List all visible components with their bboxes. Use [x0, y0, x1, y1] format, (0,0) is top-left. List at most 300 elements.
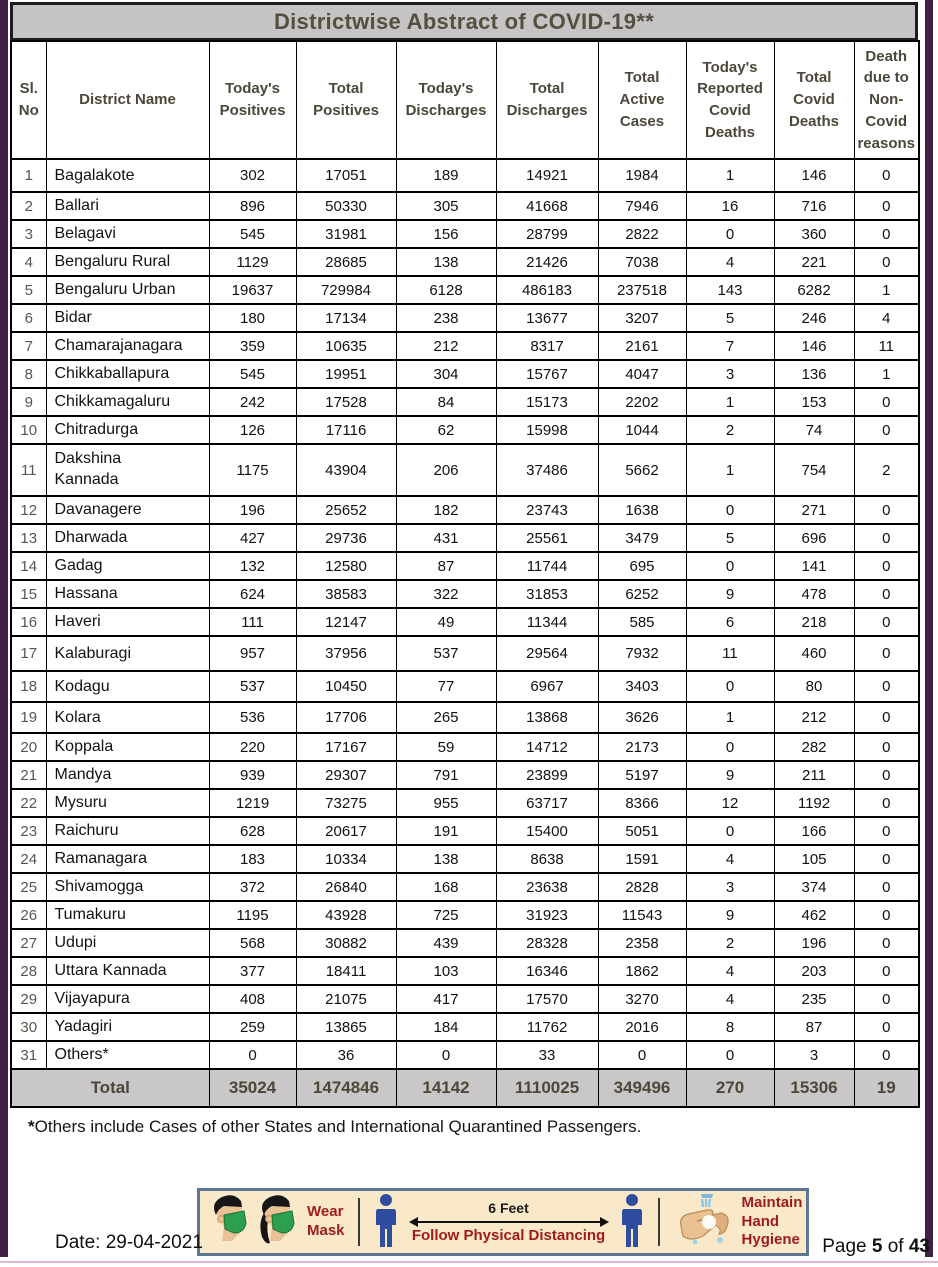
data-cell: 49 [396, 608, 496, 636]
data-cell: 1195 [209, 901, 296, 929]
table-body [11, 159, 919, 1069]
data-cell: 23743 [496, 496, 598, 524]
data-cell: 0 [854, 496, 919, 524]
data-cell: 103 [396, 957, 496, 985]
data-cell: 460 [774, 636, 854, 671]
row-serial: 11 [11, 444, 46, 496]
data-cell: 63717 [496, 789, 598, 817]
row-serial: 25 [11, 873, 46, 901]
data-cell: 2 [686, 416, 774, 444]
report-title-bar [10, 2, 918, 40]
data-cell: 26840 [296, 873, 396, 901]
column-header: Today's Discharges [396, 41, 496, 159]
data-cell: 11762 [496, 1013, 598, 1041]
data-cell: 302 [209, 159, 296, 192]
table-row [11, 192, 919, 220]
data-cell: 9 [686, 901, 774, 929]
data-cell: 265 [396, 702, 496, 733]
data-cell: 955 [396, 789, 496, 817]
data-cell: 8317 [496, 332, 598, 360]
data-cell: 212 [774, 702, 854, 733]
row-serial: 15 [11, 580, 46, 608]
data-cell: 0 [854, 220, 919, 248]
data-cell: 87 [774, 1013, 854, 1041]
data-cell: 2822 [598, 220, 686, 248]
person-icon [373, 1193, 399, 1251]
district-name: Vijayapura [54, 990, 130, 1007]
data-cell: 196 [774, 929, 854, 957]
data-cell: 3270 [598, 985, 686, 1013]
table-row [11, 444, 919, 496]
row-serial: 6 [11, 304, 46, 332]
data-cell: 11 [686, 636, 774, 671]
data-cell: 5 [686, 524, 774, 552]
data-cell: 29564 [496, 636, 598, 671]
data-cell: 2173 [598, 733, 686, 761]
data-cell: 235 [774, 985, 854, 1013]
data-cell: 3 [686, 873, 774, 901]
data-cell: 628 [209, 817, 296, 845]
column-header: Death due to Non-Covid reasons [854, 41, 919, 159]
data-cell: 0 [854, 636, 919, 671]
data-cell: 220 [209, 733, 296, 761]
page-count: 43 [908, 1236, 930, 1257]
data-cell: 17706 [296, 702, 396, 733]
table-row [11, 671, 919, 702]
total-cell: 349496 [598, 1069, 686, 1107]
district-name: Gadag [54, 557, 103, 574]
district-name: Yadagiri [54, 1018, 113, 1035]
data-cell: 5662 [598, 444, 686, 496]
data-cell: 1 [686, 388, 774, 416]
data-cell: 5051 [598, 817, 686, 845]
district-name: Tumakuru [54, 906, 126, 923]
data-cell: 12 [686, 789, 774, 817]
table-row [11, 524, 919, 552]
data-cell: 14712 [496, 733, 598, 761]
table-row [11, 636, 919, 671]
district-name: Belagavi [54, 225, 116, 242]
district-name: Haveri [54, 613, 101, 630]
data-cell: 2 [686, 929, 774, 957]
page-indicator: Page 5 of 43 [822, 1236, 930, 1257]
data-cell: 23638 [496, 873, 598, 901]
table-total-row [11, 1069, 919, 1107]
table-row [11, 1041, 919, 1069]
data-cell: 939 [209, 761, 296, 789]
district-name: Dakshina Kannada [54, 450, 122, 488]
data-cell: 16 [686, 192, 774, 220]
data-cell: 37486 [496, 444, 598, 496]
row-serial: 28 [11, 957, 46, 985]
data-cell: 28685 [296, 248, 396, 276]
data-cell: 25652 [296, 496, 396, 524]
data-cell: 271 [774, 496, 854, 524]
table-row [11, 388, 919, 416]
data-cell: 0 [854, 416, 919, 444]
data-cell: 408 [209, 985, 296, 1013]
distance-arrow-icon [409, 1216, 609, 1228]
data-cell: 156 [396, 220, 496, 248]
data-cell: 33 [496, 1041, 598, 1069]
data-cell: 20617 [296, 817, 396, 845]
total-cell: 15306 [774, 1069, 854, 1107]
data-cell: 132 [209, 552, 296, 580]
data-cell: 725 [396, 901, 496, 929]
data-cell: 191 [396, 817, 496, 845]
district-name: Ballari [54, 197, 99, 214]
data-cell: 15767 [496, 360, 598, 388]
data-cell: 2 [854, 444, 919, 496]
data-cell: 184 [396, 1013, 496, 1041]
data-cell: 0 [854, 985, 919, 1013]
data-cell: 77 [396, 671, 496, 702]
distance-annotation [403, 1200, 615, 1244]
data-cell: 237518 [598, 276, 686, 304]
total-cell: 1110025 [496, 1069, 598, 1107]
data-cell: 2358 [598, 929, 686, 957]
data-cell: 0 [598, 1041, 686, 1069]
table-row [11, 608, 919, 636]
page-title: Districtwise Abstract of COVID-19** [273, 8, 655, 34]
person-icon [619, 1193, 645, 1251]
data-cell: 29307 [296, 761, 396, 789]
row-serial: 3 [11, 220, 46, 248]
data-cell: 0 [686, 1041, 774, 1069]
data-cell: 322 [396, 580, 496, 608]
data-cell: 9 [686, 761, 774, 789]
data-cell: 80 [774, 671, 854, 702]
column-header: Sl. No [11, 41, 46, 159]
data-cell: 0 [209, 1041, 296, 1069]
column-header: Total Covid Deaths [774, 41, 854, 159]
row-serial: 1 [11, 159, 46, 192]
row-serial: 5 [11, 276, 46, 304]
data-cell: 417 [396, 985, 496, 1013]
data-cell: 0 [854, 761, 919, 789]
data-cell: 25561 [496, 524, 598, 552]
report-table-block [10, 2, 918, 1137]
data-cell: 6282 [774, 276, 854, 304]
table-row [11, 332, 919, 360]
row-serial: 31 [11, 1041, 46, 1069]
data-cell: 221 [774, 248, 854, 276]
data-cell: 1 [686, 702, 774, 733]
data-cell: 10334 [296, 845, 396, 873]
row-serial: 13 [11, 524, 46, 552]
data-cell: 305 [396, 192, 496, 220]
data-cell: 0 [686, 496, 774, 524]
table-row [11, 360, 919, 388]
district-name: Kolara [54, 708, 101, 726]
data-cell: 716 [774, 192, 854, 220]
report-date: Date: 29-04-2021 [55, 1232, 203, 1253]
data-cell: 791 [396, 761, 496, 789]
data-cell: 41668 [496, 192, 598, 220]
data-cell: 1044 [598, 416, 686, 444]
wear-mask-label: Wear Mask [307, 1203, 345, 1239]
data-cell: 1175 [209, 444, 296, 496]
data-cell: 0 [854, 1041, 919, 1069]
data-cell: 9 [686, 580, 774, 608]
total-row [11, 1069, 919, 1107]
data-cell: 0 [854, 929, 919, 957]
district-name: Ramanagara [54, 850, 147, 867]
data-cell: 28328 [496, 929, 598, 957]
data-cell: 13865 [296, 1013, 396, 1041]
row-serial: 16 [11, 608, 46, 636]
data-cell: 18411 [296, 957, 396, 985]
data-cell: 8638 [496, 845, 598, 873]
district-name: Kodagu [54, 677, 110, 695]
data-cell: 16346 [496, 957, 598, 985]
data-cell: 0 [854, 552, 919, 580]
data-cell: 17116 [296, 416, 396, 444]
data-cell: 537 [209, 671, 296, 702]
data-cell: 2828 [598, 873, 686, 901]
data-cell: 1591 [598, 845, 686, 873]
data-cell: 17167 [296, 733, 396, 761]
row-serial: 24 [11, 845, 46, 873]
district-name: Uttara Kannada [54, 962, 167, 979]
data-cell: 0 [854, 671, 919, 702]
table-header-row [11, 41, 919, 159]
data-cell: 211 [774, 761, 854, 789]
data-cell: 259 [209, 1013, 296, 1041]
data-cell: 12580 [296, 552, 396, 580]
data-cell: 7932 [598, 636, 686, 671]
data-cell: 0 [686, 220, 774, 248]
data-cell: 4 [686, 957, 774, 985]
data-cell: 585 [598, 608, 686, 636]
data-cell: 624 [209, 580, 296, 608]
data-cell: 29736 [296, 524, 396, 552]
data-cell: 7 [686, 332, 774, 360]
data-cell: 1 [686, 159, 774, 192]
data-cell: 5197 [598, 761, 686, 789]
data-cell: 1638 [598, 496, 686, 524]
data-cell: 2202 [598, 388, 686, 416]
table-row [11, 873, 919, 901]
footnote-text: Others include Cases of other States and International Quarantined Passengers. [34, 1117, 642, 1136]
data-cell: 7038 [598, 248, 686, 276]
data-cell: 1 [686, 444, 774, 496]
data-cell: 11 [854, 332, 919, 360]
data-cell: 3479 [598, 524, 686, 552]
row-serial: 27 [11, 929, 46, 957]
data-cell: 6 [686, 608, 774, 636]
data-cell: 4 [686, 845, 774, 873]
data-cell: 74 [774, 416, 854, 444]
data-cell: 0 [854, 789, 919, 817]
page-border-left [0, 0, 8, 1257]
data-cell: 0 [854, 873, 919, 901]
data-cell: 12147 [296, 608, 396, 636]
data-cell: 10450 [296, 671, 396, 702]
data-cell: 166 [774, 817, 854, 845]
data-cell: 282 [774, 733, 854, 761]
data-cell: 15173 [496, 388, 598, 416]
district-name: Udupi [54, 934, 97, 951]
page-border-right [925, 0, 933, 1257]
data-cell: 896 [209, 192, 296, 220]
data-cell: 19637 [209, 276, 296, 304]
data-cell: 242 [209, 388, 296, 416]
footnote-asterisk: * [28, 1117, 35, 1136]
table-row [11, 901, 919, 929]
data-cell: 3 [686, 360, 774, 388]
table-row [11, 276, 919, 304]
data-cell: 238 [396, 304, 496, 332]
data-cell: 372 [209, 873, 296, 901]
data-cell: 43928 [296, 901, 396, 929]
data-cell: 0 [854, 192, 919, 220]
banner-divider [358, 1198, 360, 1246]
data-cell: 138 [396, 845, 496, 873]
data-cell: 7946 [598, 192, 686, 220]
data-cell: 486183 [496, 276, 598, 304]
data-cell: 1862 [598, 957, 686, 985]
six-feet-label: 6 Feet [488, 1200, 529, 1216]
district-name: Bengaluru Rural [54, 253, 171, 270]
data-cell: 0 [854, 524, 919, 552]
data-cell: 146 [774, 159, 854, 192]
total-label: Total [11, 1069, 209, 1107]
data-cell: 146 [774, 332, 854, 360]
data-cell: 180 [209, 304, 296, 332]
data-cell: 0 [686, 552, 774, 580]
data-cell: 478 [774, 580, 854, 608]
data-cell: 8 [686, 1013, 774, 1041]
data-cell: 427 [209, 524, 296, 552]
district-name: Chikkamagaluru [54, 393, 171, 410]
data-cell: 0 [854, 733, 919, 761]
data-cell: 111 [209, 608, 296, 636]
row-serial: 10 [11, 416, 46, 444]
data-cell: 4 [686, 248, 774, 276]
district-name: Kalaburagi [54, 644, 131, 662]
data-cell: 59 [396, 733, 496, 761]
data-cell: 0 [854, 388, 919, 416]
data-cell: 5 [686, 304, 774, 332]
table-row [11, 416, 919, 444]
data-cell: 11344 [496, 608, 598, 636]
data-cell: 4 [686, 985, 774, 1013]
data-cell: 3403 [598, 671, 686, 702]
district-name: Davanagere [54, 501, 142, 518]
data-cell: 11543 [598, 901, 686, 929]
data-cell: 0 [686, 733, 774, 761]
data-cell: 729984 [296, 276, 396, 304]
data-cell: 183 [209, 845, 296, 873]
data-cell: 31853 [496, 580, 598, 608]
table-row [11, 552, 919, 580]
data-cell: 3626 [598, 702, 686, 733]
data-cell: 0 [854, 580, 919, 608]
data-cell: 17528 [296, 388, 396, 416]
table-row [11, 845, 919, 873]
row-serial: 4 [11, 248, 46, 276]
data-cell: 38583 [296, 580, 396, 608]
data-cell: 218 [774, 608, 854, 636]
data-cell: 1219 [209, 789, 296, 817]
data-cell: 15400 [496, 817, 598, 845]
row-serial: 7 [11, 332, 46, 360]
row-serial: 18 [11, 671, 46, 702]
data-cell: 1192 [774, 789, 854, 817]
data-cell: 13677 [496, 304, 598, 332]
page-bottom-rule [0, 1261, 938, 1263]
data-cell: 196 [209, 496, 296, 524]
district-name: Bagalakote [54, 166, 135, 184]
data-cell: 182 [396, 496, 496, 524]
total-cell: 14142 [396, 1069, 496, 1107]
data-cell: 695 [598, 552, 686, 580]
data-cell: 17570 [496, 985, 598, 1013]
footnote [10, 1117, 918, 1137]
data-cell: 0 [854, 702, 919, 733]
data-cell: 4047 [598, 360, 686, 388]
data-cell: 754 [774, 444, 854, 496]
data-cell: 2161 [598, 332, 686, 360]
total-cell: 35024 [209, 1069, 296, 1107]
table-row [11, 220, 919, 248]
data-cell: 568 [209, 929, 296, 957]
data-cell: 36 [296, 1041, 396, 1069]
data-cell: 696 [774, 524, 854, 552]
data-cell: 206 [396, 444, 496, 496]
data-cell: 1 [854, 360, 919, 388]
district-name: Chitradurga [54, 421, 139, 438]
data-cell: 1 [854, 276, 919, 304]
data-cell: 62 [396, 416, 496, 444]
table-row [11, 1013, 919, 1041]
data-cell: 143 [686, 276, 774, 304]
data-cell: 31923 [496, 901, 598, 929]
district-name: Raichuru [54, 822, 119, 839]
total-cell: 270 [686, 1069, 774, 1107]
data-cell: 141 [774, 552, 854, 580]
district-name: Chamarajanagara [54, 337, 183, 354]
masked-faces-icon [208, 1193, 300, 1252]
table-row [11, 985, 919, 1013]
data-cell: 8366 [598, 789, 686, 817]
hand-washing-icon [673, 1192, 735, 1253]
data-cell: 50330 [296, 192, 396, 220]
data-cell: 126 [209, 416, 296, 444]
data-cell: 0 [396, 1041, 496, 1069]
row-serial: 22 [11, 789, 46, 817]
data-cell: 136 [774, 360, 854, 388]
data-cell: 462 [774, 901, 854, 929]
district-name: Chikkaballapura [54, 365, 170, 382]
total-cell: 19 [854, 1069, 919, 1107]
data-cell: 153 [774, 388, 854, 416]
data-cell: 1129 [209, 248, 296, 276]
data-cell: 0 [854, 817, 919, 845]
data-cell: 2016 [598, 1013, 686, 1041]
data-cell: 0 [854, 957, 919, 985]
data-cell: 957 [209, 636, 296, 671]
row-serial: 19 [11, 702, 46, 733]
table-row [11, 496, 919, 524]
data-cell: 105 [774, 845, 854, 873]
total-cell: 1474846 [296, 1069, 396, 1107]
data-cell: 10635 [296, 332, 396, 360]
follow-distancing-label: Follow Physical Distancing [411, 1227, 606, 1244]
district-name: Others* [54, 1046, 109, 1063]
data-cell: 0 [854, 901, 919, 929]
